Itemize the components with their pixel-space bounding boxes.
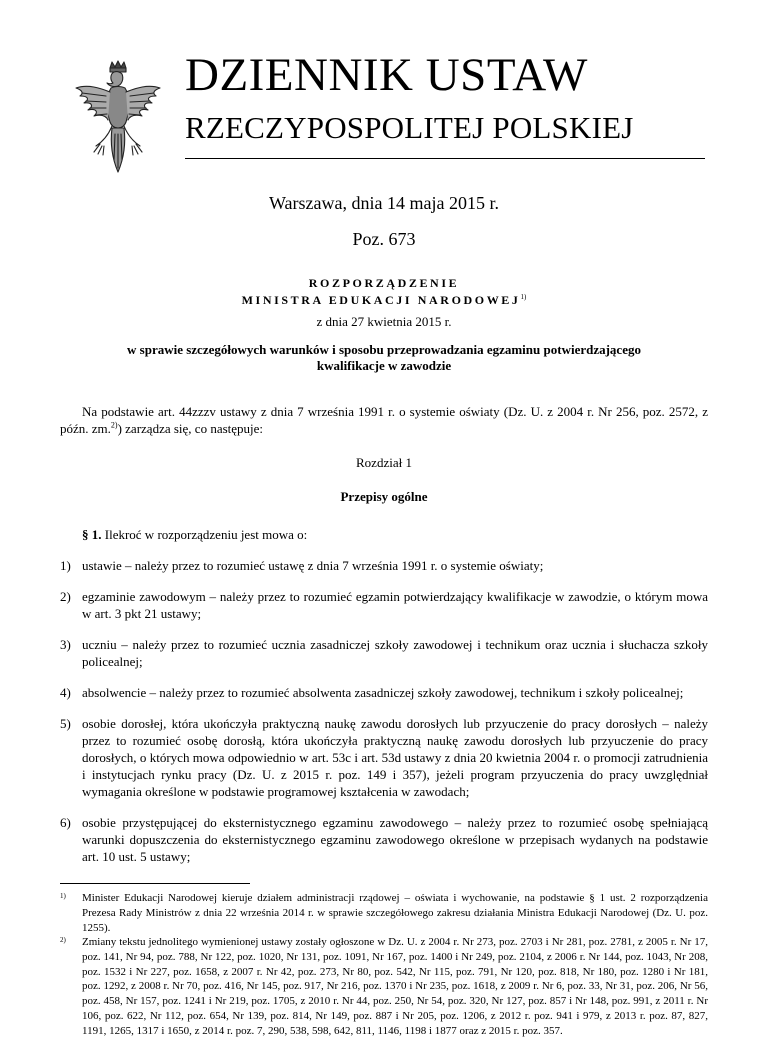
list-item-number: 3) bbox=[60, 637, 71, 652]
list-item-number: 6) bbox=[60, 815, 71, 830]
section-mark: § 1. bbox=[82, 527, 102, 542]
list-item-text: osobie przystępującej do eksternistycznego egzaminu zawodowego – należy przez to rozumieć osobę spełniającą warunki dopuszczenia do eksternistycznego egzaminu zawodowego określone w przepisach wydanych na podstawie art. 10 ust. 5 ustawy; bbox=[82, 815, 708, 864]
list-item-text: osobie dorosłej, która ukończyła praktyczną naukę zawodu dorosłych lub przyuczenie do pracy dorosłych – należy przez to rozumieć osobę dorosłą, która ukończyła praktyczną naukę zawodu dorosłych lub przyuczenie do pracy dorosłych, o których mowa odpowiednio w art. 53c i art. 53d ustawy z dnia 20 kwietnia 2004 r. o promocji zatrudnienia i instytucjach rynku pracy (Dz. U. z 2015 r. poz. 149 i 357), jeżeli program przyuczenia do pracy uwzględniał wymagania określone w podstawie programowej kształcenia w zawodach; bbox=[82, 716, 708, 799]
white-eagle-emblem-icon bbox=[66, 60, 170, 184]
list-item bbox=[60, 557, 708, 574]
list-item-number: 4) bbox=[60, 685, 71, 700]
list-item bbox=[60, 814, 708, 865]
list-item-text: uczniu – należy przez to rozumieć ucznia zasadniczej szkoły zawodowej i technikum oraz ucznia i słuchacza szkoły policealnej; bbox=[82, 637, 708, 669]
footnote-rule bbox=[60, 883, 250, 884]
act-subject-line-2: kwalifikacje w zawodzie bbox=[316, 358, 452, 373]
section-intro-text: Ilekroć w rozporządzeniu jest mowa o: bbox=[104, 527, 308, 542]
list-item-text: absolwencie – należy przez to rozumieć absolwenta zasadniczej szkoły zawodowej, technikum i szkoły policealnej; bbox=[82, 685, 684, 700]
act-date: z dnia 27 kwietnia 2015 r. bbox=[316, 314, 452, 329]
footnote bbox=[60, 935, 708, 1039]
list-item-number: 5) bbox=[60, 716, 71, 731]
footnote-text: Zmiany tekstu jednolitego wymienionej ustawy zostały ogłoszone w Dz. U. z 2004 r. Nr 273, poz. 2703 i Nr 281, poz. 2781, z 2005 r. Nr 17, poz. 141, Nr 94, poz. 788, Nr 122, poz. 1020, Nr 131, poz. 1091, Nr 167, poz. 1400 i Nr 249, poz. 2104, z 2006 r. Nr 144, poz. 1043, Nr 208, poz. 1532 i Nr 227, poz. 1658, z 2007 r. Nr 42, poz. 273, Nr 80, poz. 542, Nr 115, poz. 791, Nr 120, poz. 818, Nr 180, poz. 1280 i Nr 181, poz. 1292, z 2008 r. Nr 70, poz. 416, Nr 145, poz. 917, Nr 216, poz. 1370 i Nr 235, poz. 1618, z 2009 r. Nr 6, poz. 33, Nr 31, poz. 206, Nr 56, poz. 458, Nr 157, poz. 1241 i Nr 219, poz. 1705, z 2010 r. Nr 44, poz. 250, Nr 54, poz. 320, Nr 127, poz. 857 i Nr 148, poz. 991, z 2011 r. Nr 106, poz. 622, Nr 112, poz. 654, Nr 139, poz. 814, Nr 149, poz. 887 i Nr 205, poz. 1206, z 2012 r. poz. 941 i 979, z 2013 r. poz. 87, 827, 1191, 1265, 1317 i 1650, z 2014 r. poz. 7, 290, 538, 598, 642, 811, 1146, 1198 i 1877 oraz z 2015 r. poz. 357. bbox=[82, 936, 708, 1037]
list-item bbox=[60, 636, 708, 670]
footnote-text: Minister Edukacji Narodowej kieruje działem administracji rządowej – oświata i wychowanie, na podstawie § 1 ust. 2 rozporządzenia Prezesa Rady Ministrów z dnia 22 września 2014 r. w sprawie szczegółowego zakresu działania Ministra Edukacji Narodowej (Dz. U. poz. 1255). bbox=[82, 892, 708, 934]
act-subject bbox=[120, 342, 648, 374]
footnote bbox=[60, 891, 708, 935]
journal-title: DZIENNIK USTAW bbox=[185, 49, 588, 101]
chapter-title: Przepisy ogólne bbox=[340, 489, 428, 504]
list-item bbox=[60, 684, 708, 701]
preamble-footnote-mark: 2) bbox=[110, 420, 118, 430]
list-item-number: 1) bbox=[60, 558, 71, 573]
issue-position: Poz. 673 bbox=[352, 229, 416, 249]
act-author-text: MINISTRA EDUKACJI NARODOWEJ bbox=[241, 293, 521, 307]
footnote-mark: 1) bbox=[60, 892, 66, 900]
list-item-text: ustawie – należy przez to rozumieć ustawę z dnia 7 września 1991 r. o systemie oświaty; bbox=[82, 558, 544, 573]
preamble bbox=[60, 403, 708, 437]
section-1-intro bbox=[82, 527, 702, 543]
list-item bbox=[60, 588, 708, 622]
issue-date: Warszawa, dnia 14 maja 2015 r. bbox=[269, 193, 499, 213]
preamble-text-1: Na podstawie art. 44zzzv ustawy z dnia 7 września 1991 r. o systemie oświaty (Dz. U. z 2004 r. Nr 256, poz. 2572, z późn. zm. bbox=[60, 404, 708, 436]
masthead-rule bbox=[185, 158, 705, 159]
act-author-footnote-mark: 1) bbox=[520, 293, 527, 301]
list-item-number: 2) bbox=[60, 589, 71, 604]
journal-subtitle: RZECZYPOSPOLITEJ POLSKIEJ bbox=[185, 110, 634, 145]
list-item bbox=[60, 715, 708, 800]
preamble-text-2: ) zarządza się, co następuje: bbox=[117, 421, 264, 436]
list-item-text: egzaminie zawodowym – należy przez to rozumieć egzamin potwierdzający kwalifikacje w zawodzie, o którym mowa w art. 3 pkt 21 ustawy; bbox=[82, 589, 708, 621]
act-subject-line-1: w sprawie szczegółowych warunków i sposobu przeprowadzania egzaminu potwierdzającego bbox=[127, 342, 641, 357]
chapter-label: Rozdział 1 bbox=[356, 455, 412, 470]
act-type: ROZPORZĄDZENIE bbox=[308, 276, 460, 290]
footnote-mark: 2) bbox=[60, 936, 66, 944]
act-author bbox=[60, 293, 708, 308]
